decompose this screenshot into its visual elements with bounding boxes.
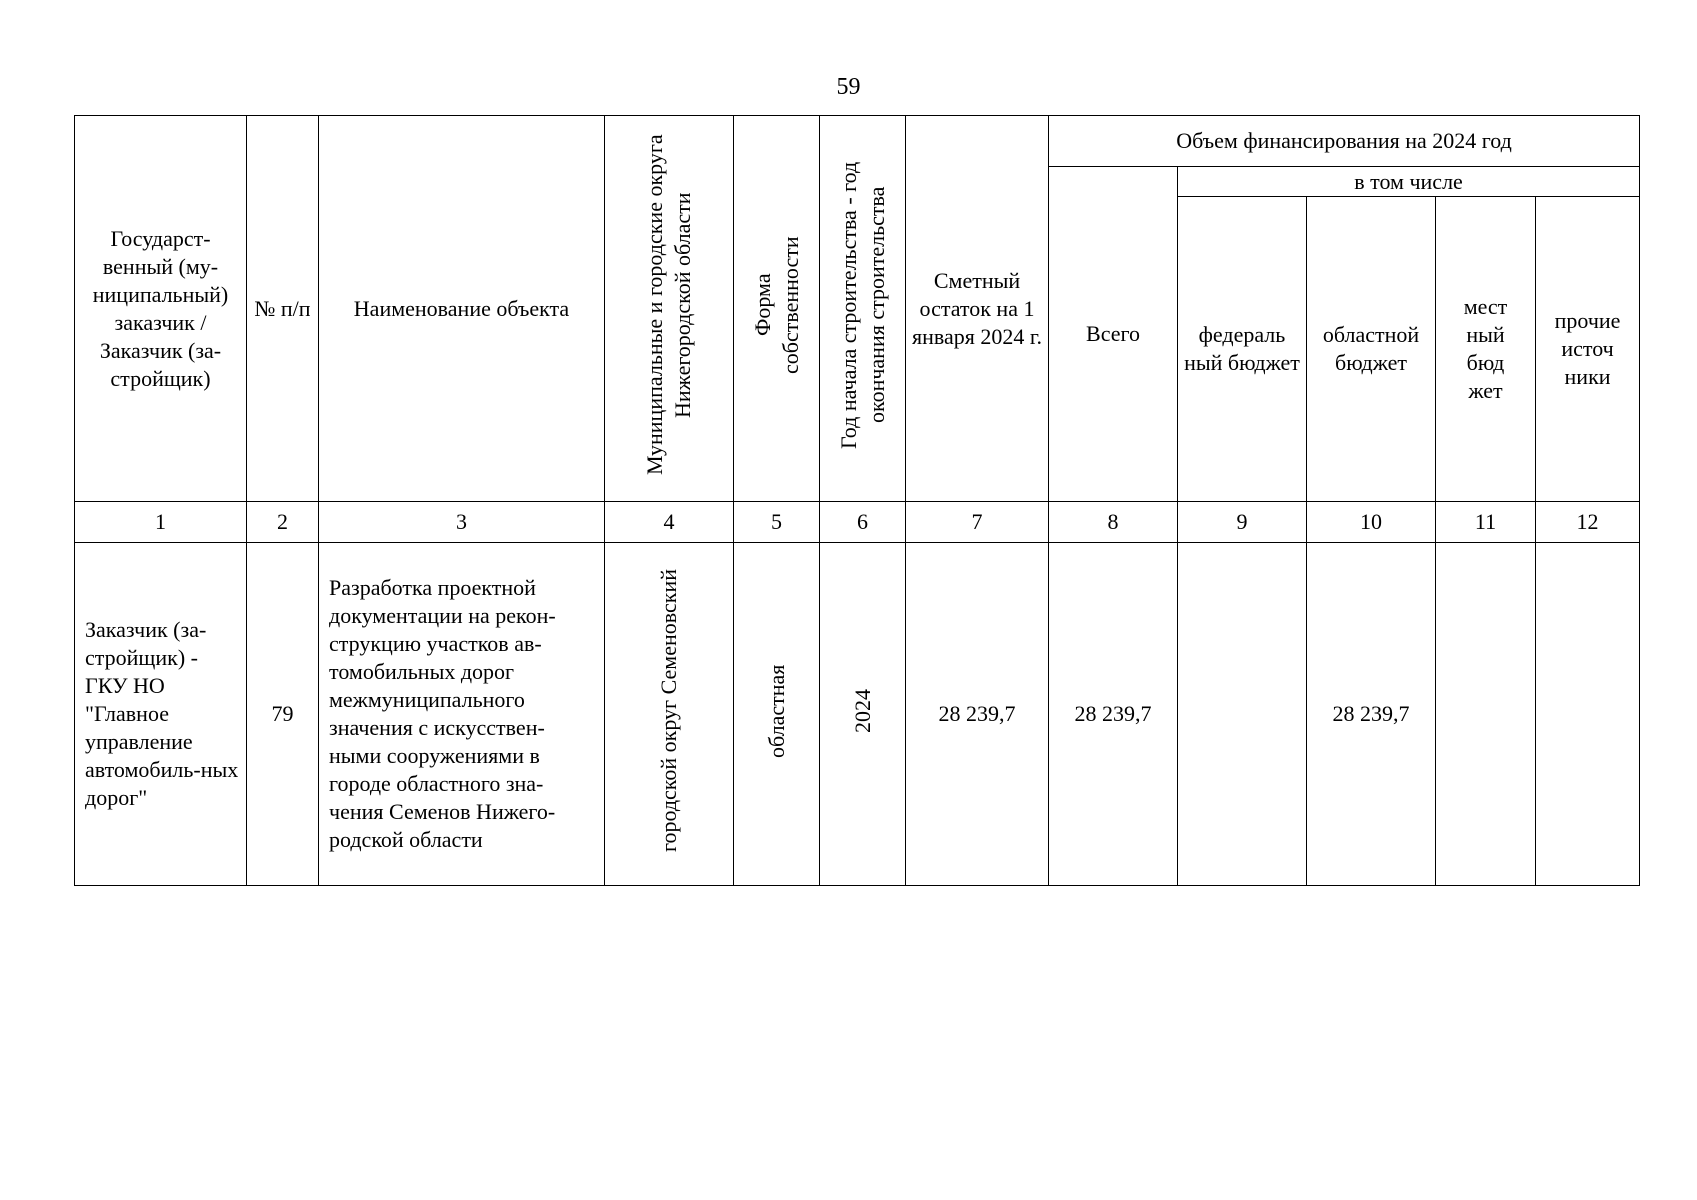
cell-municipality <box>605 543 734 886</box>
page-number: 59 <box>836 74 861 100</box>
header-years-label: Год начала строительства - год окончания строительства <box>835 161 889 449</box>
header-financing-group-label: Объем финансирования на 2024 год <box>1176 128 1512 153</box>
cell-customer: Заказчик (за-стройщик) - ГКУ НО "Главное управление автомобиль-ных дорог" <box>75 543 247 886</box>
header-ownership <box>734 116 820 502</box>
header-other <box>1536 197 1640 502</box>
financing-table <box>74 115 1640 886</box>
header-federal-label: федераль ный бюджет <box>1184 322 1300 375</box>
column-number: 11 <box>1436 502 1536 543</box>
column-number: 4 <box>605 502 734 543</box>
cell-estimate-balance: 28 239,7 <box>906 543 1049 886</box>
header-regional <box>1307 197 1436 502</box>
cell-local <box>1436 543 1536 886</box>
column-number: 2 <box>247 502 319 543</box>
column-number: 3 <box>319 502 605 543</box>
column-number: 12 <box>1536 502 1640 543</box>
cell-federal <box>1178 543 1307 886</box>
header-total-label: Всего <box>1086 321 1140 346</box>
cell-regional: 28 239,7 <box>1307 543 1436 886</box>
header-federal <box>1178 197 1307 502</box>
header-estimate-balance-label: Сметный остаток на 1 января 2024 г. <box>912 267 1042 349</box>
column-number: 10 <box>1307 502 1436 543</box>
header-including-label: в том числе <box>1354 168 1463 194</box>
header-years <box>820 116 906 502</box>
column-number: 1 <box>75 502 247 543</box>
header-regional-label: областной бюджет <box>1322 322 1420 375</box>
header-customer <box>75 116 247 502</box>
header-including <box>1178 167 1640 197</box>
column-number: 7 <box>906 502 1049 543</box>
cell-number: 79 <box>247 543 319 886</box>
header-object-name-label: Наименование объекта <box>353 295 570 321</box>
header-municipalities <box>605 116 734 502</box>
column-numbers-row <box>75 502 1640 543</box>
header-local <box>1436 197 1536 502</box>
column-number: 6 <box>820 502 906 543</box>
column-number: 8 <box>1049 502 1178 543</box>
column-number: 9 <box>1178 502 1307 543</box>
cell-ownership-text: областная <box>763 663 789 758</box>
header-local-label: мест ный бюд жет <box>1463 294 1508 403</box>
header-financing-group <box>1049 116 1640 167</box>
header-number-label: № п/п <box>254 295 311 321</box>
header-other-label: прочие источ ники <box>1554 308 1621 389</box>
cell-total: 28 239,7 <box>1049 543 1178 886</box>
header-object-name <box>319 116 605 502</box>
column-number: 5 <box>734 502 820 543</box>
cell-years-text: 2024 <box>849 688 875 733</box>
header-customer-label: Государст-венный (му-ниципальный) заказчик / Заказчик (за-стройщик) <box>92 225 229 391</box>
table-row <box>75 543 1640 886</box>
header-row-top <box>75 116 1640 167</box>
cell-object-name: Разработка проектной документации на рекон-струкцию участков ав-томобильных дорог межмуниципального значения с искусствен-ными сооружениями в городе областного зна-чения Семенов Нижего-родской области <box>319 543 605 886</box>
header-total <box>1049 167 1178 502</box>
header-ownership-label: Форма собственности <box>749 236 803 374</box>
cell-municipality-text: городской округ Семеновский <box>656 569 681 852</box>
cell-ownership <box>734 543 820 886</box>
header-municipalities-label: Муниципальные и городские округа Нижегородской области <box>642 134 695 476</box>
header-estimate-balance <box>906 116 1049 502</box>
cell-years <box>820 543 906 886</box>
header-number <box>247 116 319 502</box>
cell-other <box>1536 543 1640 886</box>
